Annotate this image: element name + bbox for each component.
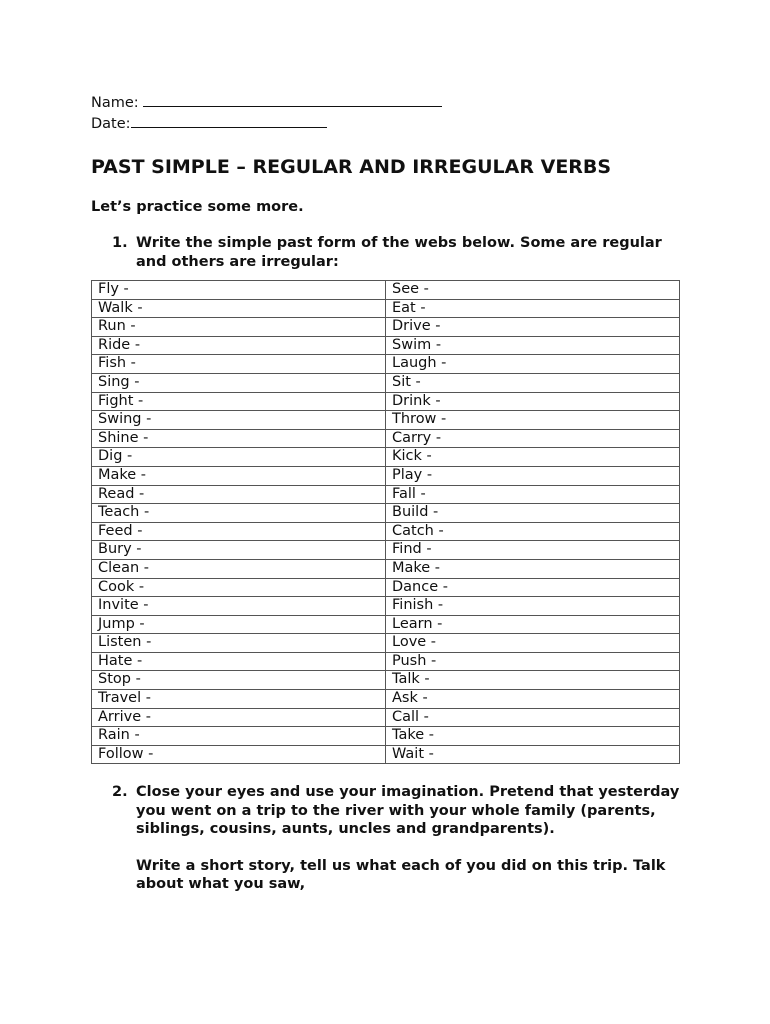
verb-cell-right[interactable]: Wait - (386, 745, 680, 764)
verb-cell-right[interactable]: Laugh - (386, 355, 680, 374)
table-row (92, 411, 680, 430)
question-1-text: Write the simple past form of the webs below. Some are regular and others are irregular: (136, 235, 662, 270)
verb-cell-left[interactable]: Ride - (92, 336, 386, 355)
table-row (92, 541, 680, 560)
verb-cell-right[interactable]: Play - (386, 466, 680, 485)
question-2-number: 2. (112, 784, 128, 801)
table-row (92, 373, 680, 392)
date-blank[interactable] (131, 113, 327, 128)
table-row (92, 690, 680, 709)
question-1 (91, 234, 681, 271)
question-2-instruction: Write a short story, tell us what each of you did on this trip. Talk about what you saw, (136, 857, 666, 893)
verb-cell-left[interactable]: Teach - (92, 504, 386, 523)
table-row (92, 727, 680, 746)
worksheet-page (91, 92, 681, 894)
name-blank[interactable] (143, 92, 442, 107)
question-2-text: Close your eyes and use your imagination. Pretend that yesterday you went on a trip to the river with your whole family (parents, siblings, cousins, aunts, uncles and grandparents). (136, 784, 680, 838)
table-row (92, 634, 680, 653)
verb-cell-right[interactable]: Talk - (386, 671, 680, 690)
verb-cell-left[interactable]: Walk - (92, 299, 386, 318)
table-row (92, 708, 680, 727)
verb-cell-right[interactable]: Carry - (386, 429, 680, 448)
table-row (92, 504, 680, 523)
verb-cell-left[interactable]: Bury - (92, 541, 386, 560)
table-row (92, 336, 680, 355)
intro-text: Let’s practice some more. (91, 199, 304, 215)
verb-cell-right[interactable]: Finish - (386, 597, 680, 616)
verb-cell-right[interactable]: Kick - (386, 448, 680, 467)
verb-cell-left[interactable]: Sing - (92, 373, 386, 392)
verb-cell-left[interactable]: Listen - (92, 634, 386, 653)
verb-cell-left[interactable]: Stop - (92, 671, 386, 690)
table-row (92, 615, 680, 634)
verb-cell-left[interactable]: Hate - (92, 652, 386, 671)
verb-cell-left[interactable]: Dig - (92, 448, 386, 467)
table-row (92, 559, 680, 578)
name-label: Name: (91, 95, 144, 111)
verb-cell-left[interactable]: Follow - (92, 745, 386, 764)
verb-cell-left[interactable]: Shine - (92, 429, 386, 448)
verb-cell-left[interactable]: Jump - (92, 615, 386, 634)
table-row (92, 652, 680, 671)
verb-cell-right[interactable]: Learn - (386, 615, 680, 634)
verb-cell-left[interactable]: Fish - (92, 355, 386, 374)
table-row (92, 485, 680, 504)
verb-cell-right[interactable]: Call - (386, 708, 680, 727)
verb-cell-left[interactable]: Fight - (92, 392, 386, 411)
verb-cell-right[interactable]: Drink - (386, 392, 680, 411)
verb-cell-right[interactable]: See - (386, 281, 680, 300)
verbs-table (91, 280, 680, 764)
verb-cell-right[interactable]: Swim - (386, 336, 680, 355)
verb-cell-left[interactable]: Fly - (92, 281, 386, 300)
table-row (92, 522, 680, 541)
verb-cell-right[interactable]: Sit - (386, 373, 680, 392)
table-row (92, 466, 680, 485)
verb-cell-right[interactable]: Throw - (386, 411, 680, 430)
table-row (92, 448, 680, 467)
verb-cell-left[interactable]: Invite - (92, 597, 386, 616)
verb-cell-left[interactable]: Arrive - (92, 708, 386, 727)
verb-cell-right[interactable]: Make - (386, 559, 680, 578)
table-row (92, 429, 680, 448)
verb-cell-left[interactable]: Make - (92, 466, 386, 485)
table-row (92, 392, 680, 411)
table-row (92, 299, 680, 318)
verb-cell-right[interactable]: Love - (386, 634, 680, 653)
table-row (92, 578, 680, 597)
table-row (92, 355, 680, 374)
verb-cell-right[interactable]: Catch - (386, 522, 680, 541)
verb-cell-right[interactable]: Build - (386, 504, 680, 523)
verb-cell-left[interactable]: Travel - (92, 690, 386, 709)
verb-cell-left[interactable]: Cook - (92, 578, 386, 597)
verb-cell-right[interactable]: Take - (386, 727, 680, 746)
table-row (92, 671, 680, 690)
verb-cell-right[interactable]: Push - (386, 652, 680, 671)
verb-cell-right[interactable]: Fall - (386, 485, 680, 504)
table-row (92, 318, 680, 337)
verb-cell-left[interactable]: Feed - (92, 522, 386, 541)
date-line (91, 113, 681, 134)
table-row (92, 281, 680, 300)
table-row (92, 745, 680, 764)
verb-cell-right[interactable]: Eat - (386, 299, 680, 318)
verb-cell-right[interactable]: Drive - (386, 318, 680, 337)
name-line (91, 92, 681, 113)
verb-cell-right[interactable]: Find - (386, 541, 680, 560)
verb-cell-right[interactable]: Ask - (386, 690, 680, 709)
verb-cell-left[interactable]: Rain - (92, 727, 386, 746)
date-label: Date: (91, 116, 131, 132)
table-row (92, 597, 680, 616)
verb-cell-left[interactable]: Read - (92, 485, 386, 504)
question-1-number: 1. (112, 235, 128, 251)
verb-cell-right[interactable]: Dance - (386, 578, 680, 597)
verb-cell-left[interactable]: Swing - (92, 411, 386, 430)
question-2 (91, 783, 681, 894)
verb-cell-left[interactable]: Clean - (92, 559, 386, 578)
worksheet-title: PAST SIMPLE – REGULAR AND IRREGULAR VERBS (91, 156, 612, 178)
verb-cell-left[interactable]: Run - (92, 318, 386, 337)
